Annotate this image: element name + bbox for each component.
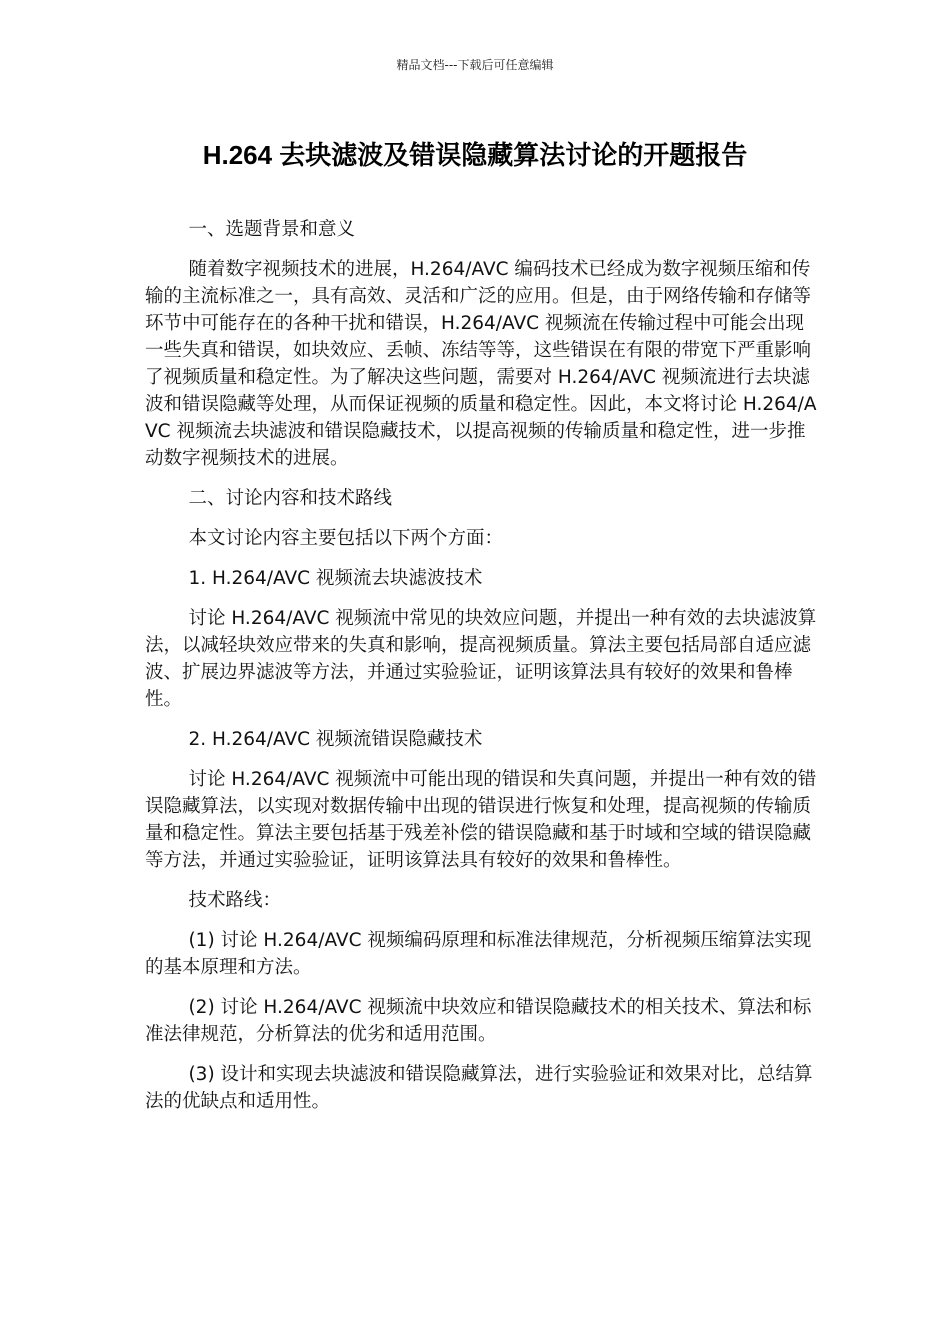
section-heading-background: 一、选题背景和意义: [188, 219, 355, 240]
route-step-3: (3) 设计和实现去块滤波和错误隐藏算法，进行实验验证和效果对比，总结算法的优缺点和适用性。: [145, 1064, 813, 1112]
paragraph-background: 随着数字视频技术的进展，H.264/AVC 编码技术已经成为数字视频压缩和传输的主流标准之一，具有高效、灵活和广泛的应用。但是，由于网络传输和存储等环节中可能存在的各种干扰和错误，H.264/AVC 视频流在传输过程中可能会出现一些失真和错误，如块效应、丢帧、冻结等等，这些错误在有限的带宽下严重影响了视频质量和稳定性。为了解决这些问题，需要对 H.264/AVC 视频流进行去块滤波和错误隐藏等处理，从而保证视频的质量和稳定性。因此，本文将讨论 H.264/AVC 视频流去块滤波和错误隐藏技术，以提高视频的传输质量和稳定性，进一步推动数字视频技术的进展。: [145, 259, 817, 469]
document-title: H.264 去块滤波及错误隐藏算法讨论的开题报告: [202, 140, 748, 170]
paragraph-deblocking: 讨论 H.264/AVC 视频流中常见的块效应问题，并提出一种有效的去块滤波算法，以减轻块效应带来的失真和影响，提高视频质量。算法主要包括局部自适应滤波、扩展边界滤波等方法，并通过实验验证，证明该算法具有较好的效果和鲁棒性。: [145, 608, 817, 710]
section-heading-content-route: 二、讨论内容和技术路线: [188, 488, 392, 509]
document-body: [145, 216, 817, 1128]
subheading-error-concealment: 2. H.264/AVC 视频流错误隐藏技术: [188, 729, 483, 750]
route-step-2: (2) 讨论 H.264/AVC 视频流中块效应和错误隐藏技术的相关技术、算法和标准法律规范，分析算法的优劣和适用范围。: [145, 997, 812, 1045]
technical-route-heading: 技术路线：: [188, 890, 281, 911]
subheading-deblocking: 1. H.264/AVC 视频流去块滤波技术: [188, 568, 483, 589]
paragraph-error-concealment: 讨论 H.264/AVC 视频流中可能出现的错误和失真问题，并提出一种有效的错误隐藏算法，以实现对数据传输中出现的错误进行恢复和处理，提高视频的传输质量和稳定性。算法主要包括基于残差补偿的错误隐藏和基于时域和空域的错误隐藏等方法，并通过实验验证，证明该算法具有较好的效果和鲁棒性。: [145, 769, 817, 871]
route-step-1: (1) 讨论 H.264/AVC 视频编码原理和标准法律规范，分析视频压缩算法实现的基本原理和方法。: [145, 930, 812, 978]
content-intro: 本文讨论内容主要包括以下两个方面：: [188, 528, 503, 549]
header-note: 精品文档---下载后可任意编辑: [396, 58, 554, 72]
